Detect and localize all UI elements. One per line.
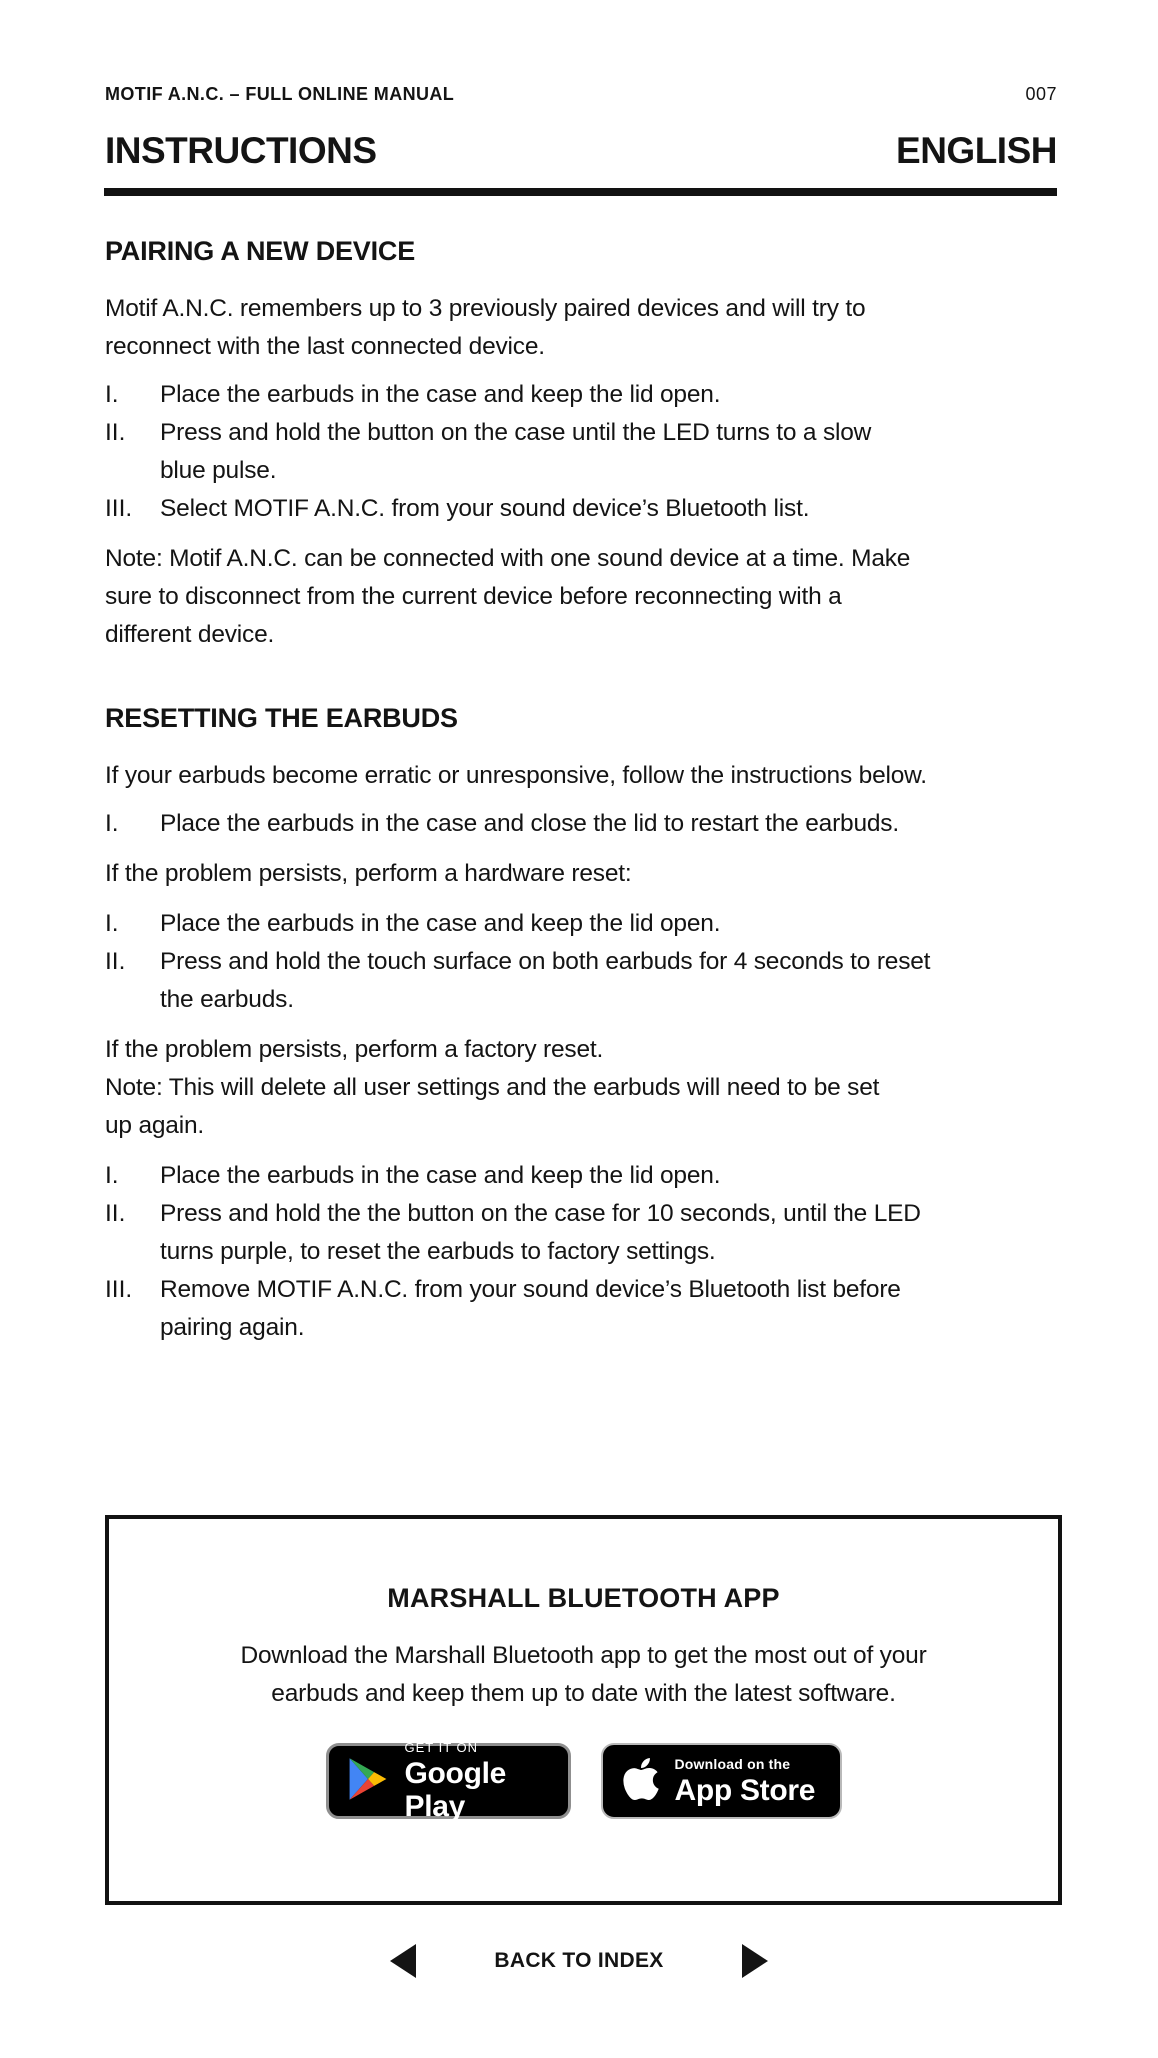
list-numeral: I.: [105, 910, 119, 937]
paragraph: [105, 757, 1065, 795]
numbered-list: [105, 1157, 1065, 1347]
paragraph: [105, 855, 1065, 893]
text-line: up again.: [105, 1112, 205, 1139]
list-item: [105, 1195, 1065, 1271]
text-line: Note: Motif A.N.C. can be connected with one sound device at a time. Make: [105, 545, 911, 572]
badge-store-name: App Store: [674, 1773, 816, 1807]
google-play-badge[interactable]: [326, 1739, 571, 1823]
text-line: blue pulse.: [160, 457, 277, 484]
text-line: Press and hold the the button on the case for 10 seconds, until the LED: [160, 1200, 921, 1227]
text-line: Motif A.N.C. remembers up to 3 previously paired devices and will try to: [105, 295, 866, 322]
list-item: [105, 805, 1065, 843]
list-item: [105, 414, 1065, 490]
previous-page-icon[interactable]: [388, 1942, 418, 1980]
list-item: [105, 376, 1065, 414]
header-title-row: [105, 132, 1057, 170]
note-paragraph: [105, 540, 1065, 654]
list-numeral: III.: [105, 495, 133, 522]
text-line: If the problem persists, perform a factory reset.: [105, 1036, 604, 1063]
text-line: turns purple, to reset the earbuds to factory settings.: [160, 1238, 716, 1265]
text-line: Place the earbuds in the case and keep the lid open.: [160, 381, 721, 408]
list-numeral: III.: [105, 1276, 133, 1303]
text-line: Note: This will delete all user settings and the earbuds will need to be set: [105, 1074, 880, 1101]
list-item: [105, 943, 1065, 1019]
badge-store-name: Google Play: [404, 1756, 507, 1823]
badge-tagline: GET IT ON: [404, 1739, 479, 1755]
list-numeral: I.: [105, 381, 119, 408]
text-line: earbuds and keep them up to date with the latest software.: [271, 1680, 896, 1707]
section-resetting: [105, 703, 1065, 1347]
list-item: [105, 905, 1065, 943]
text-line: Remove MOTIF A.N.C. from your sound device’s Bluetooth list before: [160, 1276, 901, 1303]
app-box-heading: MARSHALL BLUETOOTH APP: [387, 1583, 780, 1613]
text-line: pairing again.: [160, 1314, 305, 1341]
text-line: Place the earbuds in the case and keep the lid open.: [160, 1162, 721, 1189]
language-label: ENGLISH: [896, 130, 1057, 171]
next-page-icon[interactable]: [740, 1942, 770, 1980]
list-item: [105, 1157, 1065, 1195]
text-line: Place the earbuds in the case and keep the lid open.: [160, 910, 721, 937]
text-line: Press and hold the button on the case until the LED turns to a slow: [160, 419, 872, 446]
back-to-index-link[interactable]: BACK TO INDEX: [494, 1949, 664, 1972]
app-promo-box: [105, 1515, 1062, 1905]
text-line: Select MOTIF A.N.C. from your sound device’s Bluetooth list.: [160, 495, 810, 522]
paragraph: [105, 290, 1065, 366]
text-line: Press and hold the touch surface on both earbuds for 4 seconds to reset: [160, 948, 931, 975]
section-heading: RESETTING THE EARBUDS: [105, 703, 458, 733]
section-heading: PAIRING A NEW DEVICE: [105, 236, 416, 266]
header-divider: [104, 188, 1057, 196]
footer-navigation: [0, 1941, 1158, 1981]
text-line: Download the Marshall Bluetooth app to get the most out of your: [240, 1642, 927, 1669]
list-numeral: II.: [105, 1200, 126, 1227]
text-line: Place the earbuds in the case and close the lid to restart the earbuds.: [160, 810, 899, 837]
text-line: sure to disconnect from the current device before reconnecting with a: [105, 583, 842, 610]
list-numeral: II.: [105, 419, 126, 446]
list-item: [105, 1271, 1065, 1347]
text-line: If your earbuds become erratic or unresponsive, follow the instructions below.: [105, 762, 927, 789]
text-line: reconnect with the last connected device.: [105, 333, 545, 360]
numbered-list: [105, 805, 1065, 843]
text-line: If the problem persists, perform a hardware reset:: [105, 860, 632, 887]
list-numeral: I.: [105, 810, 119, 837]
apple-icon: [621, 1755, 661, 1808]
store-badges-row: [109, 1739, 1058, 1823]
numbered-list: [105, 376, 1065, 528]
section-pairing: [105, 236, 1065, 654]
numbered-list: [105, 905, 1065, 1019]
badge-tagline: Download on the: [674, 1755, 791, 1772]
text-line: different device.: [105, 621, 275, 648]
header-meta-row: [105, 84, 1057, 105]
list-numeral: II.: [105, 948, 126, 975]
list-item: [105, 490, 1065, 528]
page-number: 007: [1025, 84, 1057, 104]
google-play-icon: [345, 1754, 391, 1809]
app-store-badge[interactable]: [601, 1743, 842, 1819]
page-title: INSTRUCTIONS: [105, 130, 377, 171]
list-numeral: I.: [105, 1162, 119, 1189]
note-paragraph: [105, 1031, 1065, 1145]
app-box-paragraph: [109, 1637, 1058, 1713]
manual-title: MOTIF A.N.C. – FULL ONLINE MANUAL: [105, 84, 455, 104]
text-line: the earbuds.: [160, 986, 294, 1013]
